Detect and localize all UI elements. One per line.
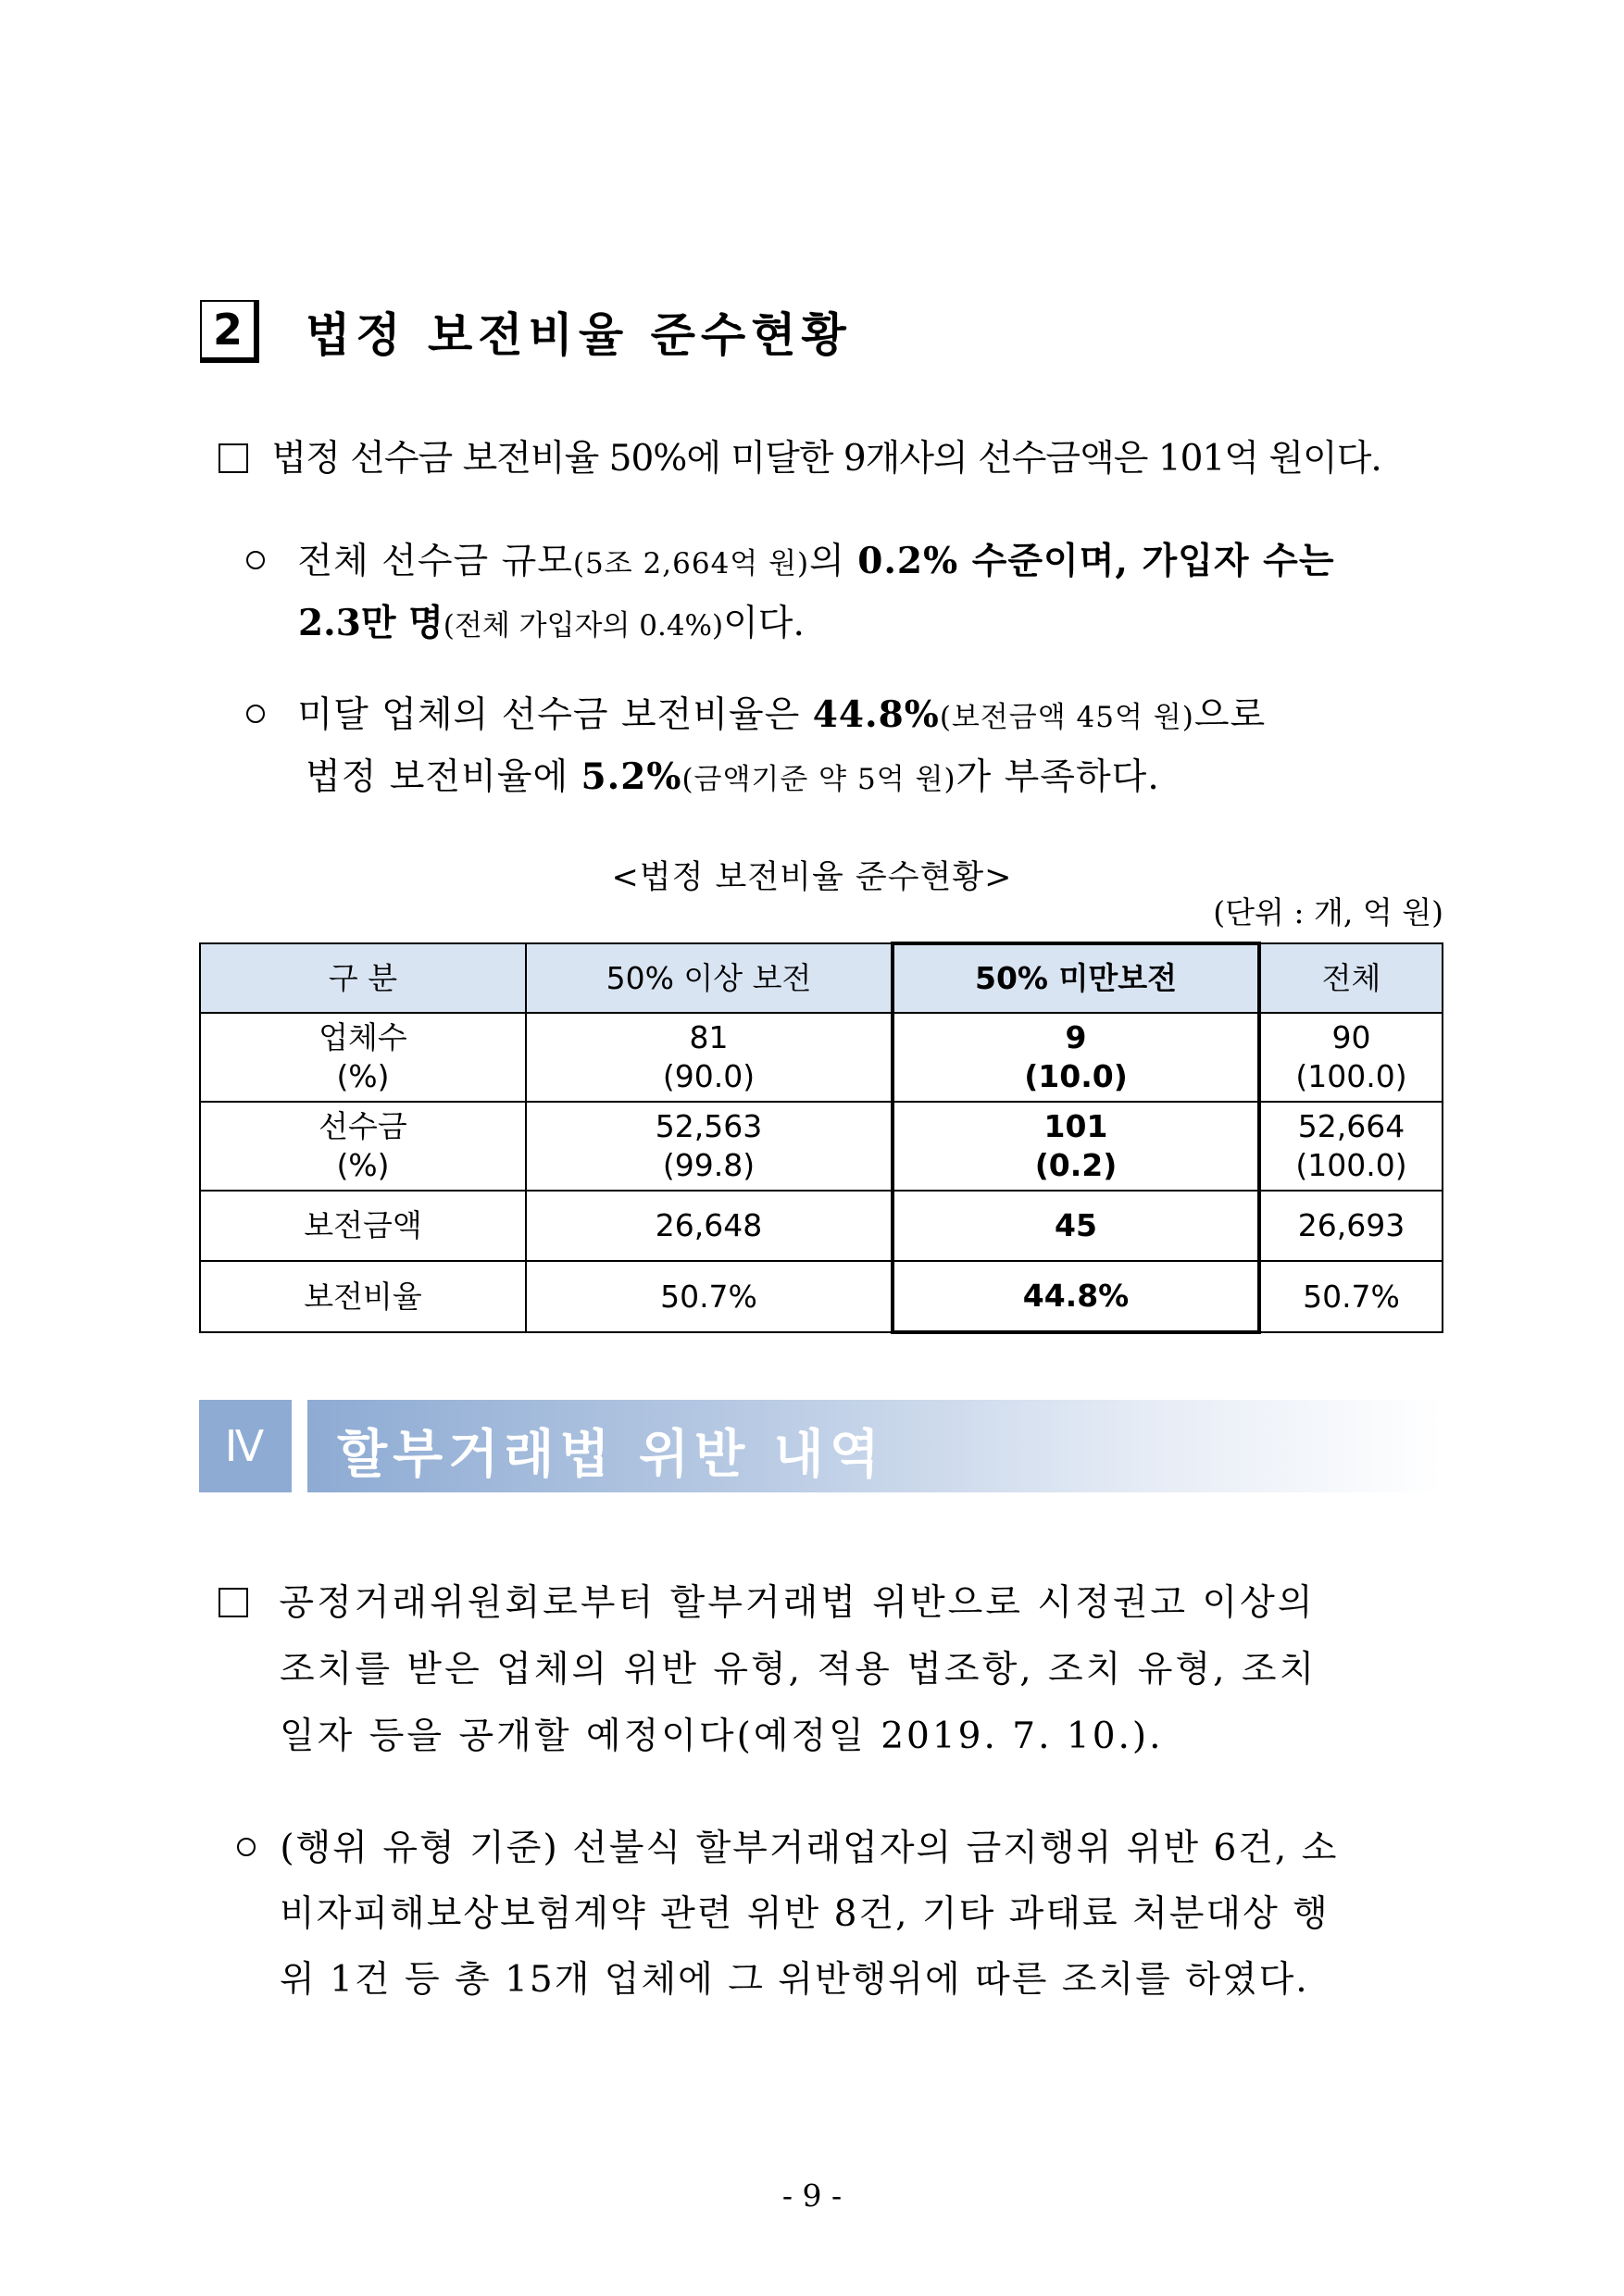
row-label: 보전금액 [200, 1191, 526, 1261]
table-unit: (단위 : 개, 억 원) [1213, 894, 1443, 930]
section-title: 법정 보전비율 준수현황 [306, 308, 852, 362]
cell-total: 26,693 [1259, 1191, 1443, 1261]
cell-total: 50.7% [1259, 1261, 1443, 1332]
bullet-circle-icon [246, 551, 265, 569]
bullet-2-note-2: (금액기준 약 5억 원) [681, 763, 956, 796]
bullet-1-text: 전체 선수금 규모 [297, 541, 573, 582]
cell-total: 90 (100.0) [1259, 1013, 1443, 1102]
compliance-table [199, 942, 1443, 1334]
paragraph-summary-text: 법정 선수금 보전비율 50%에 미달한 9개사의 선수금액은 101억 원이다. [271, 438, 1381, 480]
paragraph-2-text-1: 공정거래위원회로부터 할부거래법 위반으로 시정권고 이상의 [279, 1582, 1316, 1624]
table-row [200, 1191, 1443, 1261]
cell-below-50: 45 [893, 1191, 1259, 1261]
bullet-3-line-1 [237, 1819, 1338, 1871]
bullet-circle-icon [237, 1838, 256, 1856]
cell-above-50: 26,648 [526, 1191, 893, 1261]
bullet-2-text: 미달 업체의 선수금 보전비율은 [297, 694, 813, 736]
bullet-2-emphasis-2: 5.2% [581, 755, 682, 798]
section-title-iv: 할부거래법 위반 내역 [337, 1425, 885, 1485]
bullet-3-line-3: 위 1건 등 총 15개 업체에 그 위반행위에 따른 조치를 하였다. [280, 1959, 1309, 2001]
checkbox-square-icon [219, 1588, 248, 1617]
bullet-2-line-2 [306, 748, 1160, 800]
header-total: 전체 [1259, 943, 1443, 1013]
row-label: 선수금 (%) [200, 1102, 526, 1191]
paragraph-2-line-1 [219, 1574, 1316, 1626]
section-number-box: 2 [200, 300, 259, 363]
checkbox-square-icon [219, 443, 248, 473]
cell-below-50: 44.8% [893, 1261, 1259, 1332]
bullet-1-note-2: (전체 가입자의 0.4%) [443, 609, 724, 643]
cell-below-50: 101 (0.2) [893, 1102, 1259, 1191]
paragraph-2-line-2: 조치를 받은 업체의 위반 유형, 적용 법조항, 조치 유형, 조치 [280, 1649, 1318, 1691]
section-roman-number: Ⅳ [199, 1400, 292, 1492]
page-number: - 9 - [781, 2177, 843, 2214]
table-header-row [200, 943, 1443, 1013]
bullet-2-end: 으로 [1193, 694, 1267, 736]
table-row [200, 1013, 1443, 1102]
bullet-2-end-2: 가 부족하다. [956, 756, 1160, 798]
cell-above-50: 50.7% [526, 1261, 893, 1332]
bullet-1-end: 이다. [723, 603, 805, 644]
cell-total: 52,664 (100.0) [1259, 1102, 1443, 1191]
bullet-1-emphasis: 0.2% 수준이며, 가입자 수는 [857, 540, 1335, 582]
header-category: 구 분 [200, 943, 526, 1013]
bullet-1-note: (5조 2,664억 원) [572, 547, 810, 580]
paragraph-summary [219, 430, 1381, 481]
bullet-3-line-2: 비자피해보상보험계약 관련 위반 8건, 기타 과태료 처분대상 행 [280, 1893, 1330, 1935]
paragraph-2-line-3: 일자 등을 공개할 예정이다(예정일 2019. 7. 10.). [280, 1716, 1164, 1757]
row-label: 보전비율 [200, 1261, 526, 1332]
cell-above-50: 81 (90.0) [526, 1013, 893, 1102]
header-above-50: 50% 이상 보전 [526, 943, 893, 1013]
bullet-3-text-1: (행위 유형 기준) 선불식 할부거래업자의 금지행위 위반 6건, 소 [280, 1828, 1339, 1869]
bullet-1-line-1 [246, 532, 1335, 584]
table-row [200, 1261, 1443, 1332]
row-label: 업체수 (%) [200, 1013, 526, 1102]
bullet-2-line-1 [246, 686, 1266, 738]
bullet-1-text-b: 의 [809, 541, 858, 582]
cell-above-50: 52,563 (99.8) [526, 1102, 893, 1191]
table-row [200, 1102, 1443, 1191]
cell-below-50: 9 (10.0) [893, 1013, 1259, 1102]
header-below-50: 50% 미만보전 [893, 943, 1259, 1013]
bullet-2-text-2: 법정 보전비율에 [306, 756, 581, 798]
bullet-2-emphasis: 44.8% [812, 693, 940, 736]
bullet-circle-icon [246, 705, 265, 723]
table-caption: <법정 보전비율 준수현황> [611, 859, 1013, 896]
bullet-1-emphasis-2: 2.3만 명 [298, 602, 443, 644]
bullet-2-note: (보전금액 45억 원) [939, 701, 1194, 734]
bullet-1-line-2 [298, 594, 805, 646]
